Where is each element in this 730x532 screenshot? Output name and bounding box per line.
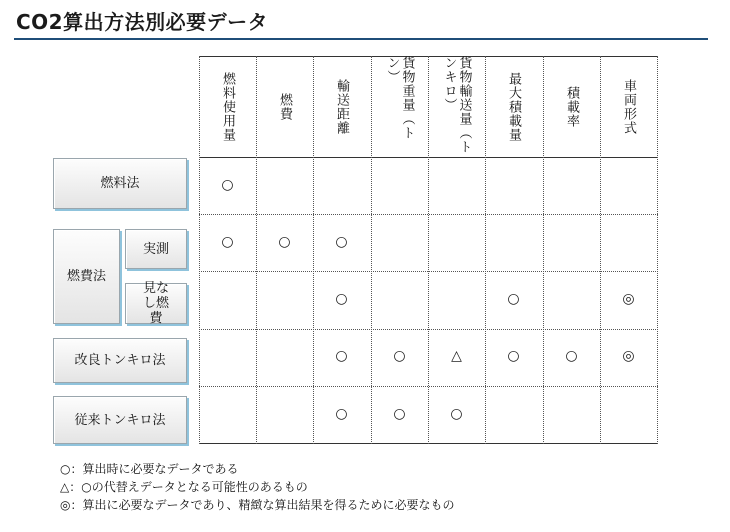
table-cell: △ — [451, 348, 462, 364]
title-divider — [14, 38, 708, 40]
table-cell: ○ — [450, 406, 463, 422]
table-cell: ○ — [335, 406, 348, 422]
column-header-label: 燃料使用量 — [220, 71, 235, 142]
column-header — [485, 56, 542, 157]
table-cell: ○ — [393, 406, 406, 422]
column-header-label: 積載率 — [564, 85, 579, 128]
table-cell: ◎ — [622, 291, 635, 307]
column-header — [543, 56, 600, 157]
column-header-label: 車両形式 — [621, 78, 636, 135]
table-cell: ○ — [507, 291, 520, 307]
column-header — [600, 56, 657, 157]
table-cell: ○ — [335, 234, 348, 250]
column-header-label: 燃費 — [277, 92, 292, 121]
table-cell: ○ — [335, 291, 348, 307]
table-cell: ○ — [221, 234, 234, 250]
column-header — [313, 56, 370, 157]
table-cell: ○ — [565, 348, 578, 364]
method-estimated-button[interactable]: 見なし燃費 — [125, 283, 187, 324]
table-cell: ○ — [393, 348, 406, 364]
column-header — [428, 56, 485, 157]
table-cell: ◎ — [622, 348, 635, 364]
column-header — [199, 56, 256, 157]
legend-double-circle: ◎：算出に必要なデータであり、精緻な算出結果を得るために必要なもの — [60, 498, 455, 512]
method-conventional-tonkm-button[interactable]: 従来トンキロ法 — [53, 396, 187, 444]
column-divider — [657, 56, 658, 444]
column-header-label: 貨物輸送量（トンキロ） — [441, 56, 472, 154]
page-title: CO2算出方法別必要データ — [16, 10, 269, 34]
table-cell: ○ — [507, 348, 520, 364]
legend-triangle: △：○の代替えデータとなる可能性のあるもの — [60, 480, 308, 494]
method-improved-tonkm-button[interactable]: 改良トンキロ法 — [53, 338, 187, 383]
table-cell: ○ — [278, 234, 291, 250]
column-header-label: 貨物重量（トン） — [384, 56, 415, 140]
column-header — [371, 56, 428, 157]
column-header-label: 最大積載量 — [506, 71, 521, 142]
legend-circle: ○：算出時に必要なデータである — [60, 462, 239, 476]
column-header-label: 輸送距離 — [334, 78, 349, 135]
table-cell: ○ — [335, 348, 348, 364]
method-fuel-efficiency-button[interactable]: 燃費法 — [53, 229, 120, 324]
method-fuel-button[interactable]: 燃料法 — [53, 158, 187, 209]
method-actual-button[interactable]: 実測 — [125, 229, 187, 269]
column-header — [256, 56, 313, 157]
data-requirements-table — [199, 56, 658, 444]
table-cell: ○ — [221, 177, 234, 193]
